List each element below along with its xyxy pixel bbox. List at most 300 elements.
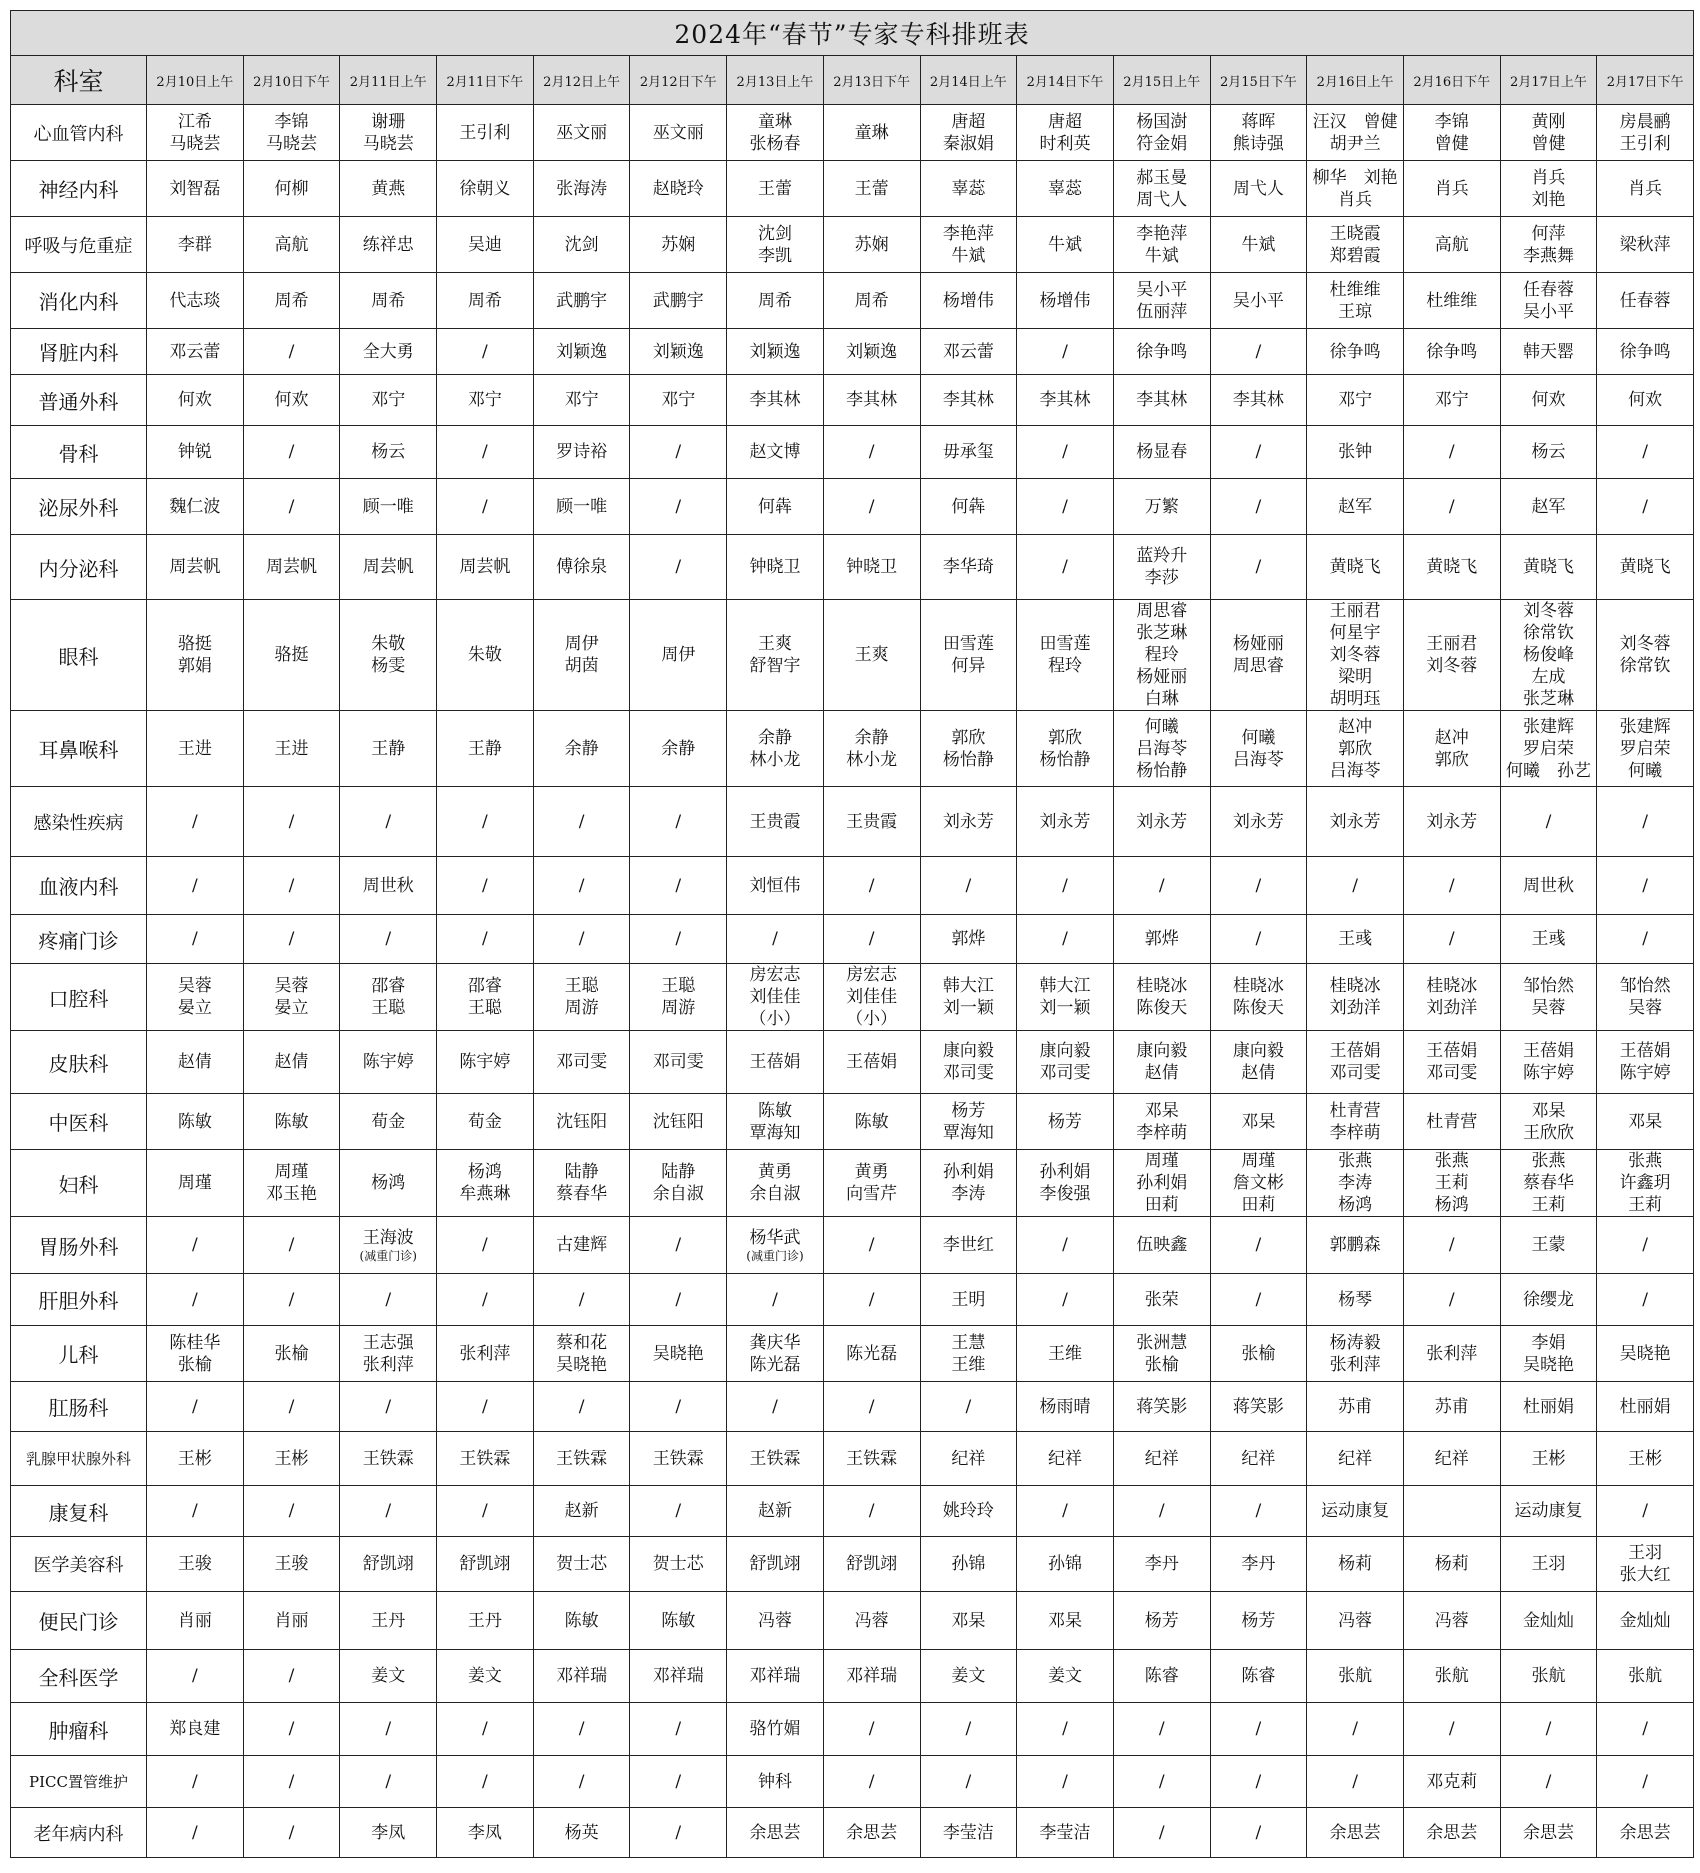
schedule-cell: 古建辉: [533, 1217, 630, 1274]
schedule-cell: 王蓓娟: [823, 1031, 920, 1094]
schedule-cell: 邓宁: [533, 375, 630, 426]
schedule-cell: 王铁霖: [727, 1432, 824, 1486]
schedule-cell: 刘永芳: [1113, 787, 1210, 857]
table-row: [11, 1703, 1694, 1756]
schedule-cell: 纪祥: [920, 1432, 1017, 1486]
schedule-cell: 刘永芳: [1210, 787, 1307, 857]
schedule-cell: 杨云: [340, 426, 437, 479]
column-header: 2月17日下午: [1597, 56, 1694, 105]
schedule-cell: 陆静 蔡春华: [533, 1150, 630, 1217]
schedule-cell: 邓杲: [1017, 1592, 1114, 1650]
schedule-cell: 王海波 (减重门诊): [340, 1217, 437, 1274]
schedule-cell: 骆挺: [243, 600, 340, 711]
schedule-cell: 王静: [340, 711, 437, 787]
table-row: [11, 915, 1694, 964]
schedule-cell: 余思芸: [1403, 1808, 1500, 1858]
schedule-cell: 杨莉: [1403, 1537, 1500, 1592]
schedule-cell: /: [437, 1756, 534, 1808]
schedule-cell: /: [1597, 857, 1694, 915]
schedule-cell: 杨芳: [1017, 1094, 1114, 1150]
schedule-cell: /: [1017, 1703, 1114, 1756]
schedule-cell: 李其林: [1017, 375, 1114, 426]
schedule-cell: 纪祥: [1210, 1432, 1307, 1486]
schedule-cell: /: [1017, 915, 1114, 964]
department-name: 胃肠外科: [11, 1217, 147, 1274]
schedule-cell: 徐朝义: [437, 161, 534, 217]
department-name: 医学美容科: [11, 1537, 147, 1592]
schedule-cell: 巫文丽: [630, 105, 727, 161]
schedule-cell: 杨增伟: [920, 273, 1017, 329]
schedule-cell: /: [533, 1382, 630, 1432]
department-name: 儿科: [11, 1326, 147, 1382]
schedule-cell: /: [1210, 1217, 1307, 1274]
schedule-cell: 骆挺 郭娟: [147, 600, 244, 711]
schedule-cell: 周希: [823, 273, 920, 329]
schedule-cell: 蒋晖 熊诗强: [1210, 105, 1307, 161]
schedule-cell: /: [437, 479, 534, 535]
schedule-cell: 邓克莉: [1403, 1756, 1500, 1808]
schedule-cell: 王彬: [1597, 1432, 1694, 1486]
schedule-cell: 徐缨龙: [1500, 1274, 1597, 1326]
schedule-cell: 王丽君 刘冬蓉: [1403, 600, 1500, 711]
schedule-cell: /: [630, 1274, 727, 1326]
schedule-cell: 冯蓉: [823, 1592, 920, 1650]
schedule-cell: /: [533, 1756, 630, 1808]
schedule-cell: 邹怡然 吴蓉: [1500, 964, 1597, 1031]
schedule-cell: /: [243, 787, 340, 857]
schedule-cell: 何欢: [1597, 375, 1694, 426]
table-row: [11, 1031, 1694, 1094]
schedule-cell: 陈光磊: [823, 1326, 920, 1382]
schedule-cell: 王彬: [147, 1432, 244, 1486]
column-header: 2月11日上午: [340, 56, 437, 105]
schedule-cell: /: [1017, 1274, 1114, 1326]
schedule-cell: 杨芳: [1210, 1592, 1307, 1650]
department-name: 肝胆外科: [11, 1274, 147, 1326]
schedule-cell: 钟锐: [147, 426, 244, 479]
schedule-cell: 杜丽娟: [1597, 1382, 1694, 1432]
schedule-cell: /: [1307, 1756, 1404, 1808]
schedule-cell: /: [1017, 479, 1114, 535]
schedule-cell: 肖丽: [243, 1592, 340, 1650]
schedule-cell: 邹怡然 吴蓉: [1597, 964, 1694, 1031]
schedule-cell: 王引利: [437, 105, 534, 161]
schedule-cell: 刘永芳: [1307, 787, 1404, 857]
schedule-cell: 巫文丽: [533, 105, 630, 161]
schedule-cell: 冯蓉: [1307, 1592, 1404, 1650]
schedule-cell: /: [1210, 1486, 1307, 1537]
schedule-cell: 周瑾: [147, 1150, 244, 1217]
schedule-cell: 邓杲: [1210, 1094, 1307, 1150]
schedule-cell: 冯蓉: [1403, 1592, 1500, 1650]
schedule-cell: /: [1500, 1703, 1597, 1756]
schedule-cell: /: [437, 426, 534, 479]
schedule-cell: 吴蓉 晏立: [243, 964, 340, 1031]
schedule-cell: 王骏: [243, 1537, 340, 1592]
schedule-cell: 刘永芳: [1403, 787, 1500, 857]
schedule-cell: 钟晓卫: [727, 535, 824, 600]
schedule-cell: 康向毅 邓司雯: [920, 1031, 1017, 1094]
schedule-cell: /: [533, 915, 630, 964]
schedule-cell: 王铁霖: [823, 1432, 920, 1486]
schedule-cell: 罗诗裕: [533, 426, 630, 479]
schedule-cell: 邓祥瑞: [823, 1650, 920, 1703]
schedule-cell: 郭欣 杨怡静: [920, 711, 1017, 787]
department-name: 感染性疾病: [11, 787, 147, 857]
table-row: [11, 105, 1694, 161]
schedule-cell: 康向毅 邓司雯: [1017, 1031, 1114, 1094]
schedule-cell: 田雪莲 何异: [920, 600, 1017, 711]
schedule-cell: 杨华武 (减重门诊): [727, 1217, 824, 1274]
schedule-cell: 蓝羚升 李莎: [1113, 535, 1210, 600]
schedule-cell: 江希 马晓芸: [147, 105, 244, 161]
schedule-cell: 张榆: [243, 1326, 340, 1382]
department-name: 心血管内科: [11, 105, 147, 161]
schedule-cell: /: [1210, 535, 1307, 600]
schedule-cell: 王彬: [243, 1432, 340, 1486]
schedule-cell: /: [243, 1756, 340, 1808]
schedule-cell: 桂晓冰 刘劲洋: [1403, 964, 1500, 1031]
schedule-cell: /: [437, 857, 534, 915]
schedule-cell: 郭烨: [1113, 915, 1210, 964]
schedule-cell: 苏甫: [1403, 1382, 1500, 1432]
schedule-cell: 张航: [1307, 1650, 1404, 1703]
schedule-cell: 周瑾 詹文彬 田莉: [1210, 1150, 1307, 1217]
schedule-cell: 张利萍: [1403, 1326, 1500, 1382]
schedule-cell: /: [437, 1274, 534, 1326]
table-title: 2024年“春节”专家专科排班表: [11, 11, 1694, 56]
schedule-cell: 赵文博: [727, 426, 824, 479]
schedule-cell: /: [533, 857, 630, 915]
schedule-cell: 邓云蕾: [920, 329, 1017, 375]
schedule-cell: 朱敬 杨雯: [340, 600, 437, 711]
schedule-cell: 余静: [533, 711, 630, 787]
schedule-cell: /: [727, 915, 824, 964]
schedule-cell: /: [437, 915, 534, 964]
schedule-cell: 蒋笑影: [1113, 1382, 1210, 1432]
schedule-cell: 陈桂华 张榆: [147, 1326, 244, 1382]
schedule-cell: 黄燕: [340, 161, 437, 217]
table-row: [11, 1150, 1694, 1217]
schedule-cell: 王蒙: [1500, 1217, 1597, 1274]
schedule-cell: /: [1403, 426, 1500, 479]
schedule-cell: 何柳: [243, 161, 340, 217]
schedule-cell: /: [920, 1382, 1017, 1432]
schedule-cell: 陈敏 覃海知: [727, 1094, 824, 1150]
schedule-cell: 任春蓉: [1597, 273, 1694, 329]
schedule-cell: 田雪莲 程玲: [1017, 600, 1114, 711]
schedule-cell: 李艳萍 牛斌: [1113, 217, 1210, 273]
table-row: [11, 857, 1694, 915]
schedule-cell: 黄晓飞: [1307, 535, 1404, 600]
schedule-cell: 张航: [1500, 1650, 1597, 1703]
schedule-cell: 孙锦: [1017, 1537, 1114, 1592]
title-row: [11, 11, 1694, 56]
schedule-cell: /: [243, 1703, 340, 1756]
schedule-cell: 王晓霞 郑碧霞: [1307, 217, 1404, 273]
schedule-cell: 杨增伟: [1017, 273, 1114, 329]
schedule-cell: 陈敏: [533, 1592, 630, 1650]
schedule-cell: 武鹏宇: [630, 273, 727, 329]
department-name: 便民门诊: [11, 1592, 147, 1650]
schedule-cell: /: [630, 787, 727, 857]
schedule-cell: /: [823, 915, 920, 964]
schedule-cell: 刘恒伟: [727, 857, 824, 915]
department-name: 血液内科: [11, 857, 147, 915]
table-row: [11, 1217, 1694, 1274]
column-header: 2月13日上午: [727, 56, 824, 105]
schedule-cell: 赵军: [1307, 479, 1404, 535]
schedule-cell: 邓司雯: [630, 1031, 727, 1094]
schedule-cell: 唐超 秦淑娟: [920, 105, 1017, 161]
schedule-cell: 陆静 余自淑: [630, 1150, 727, 1217]
schedule-cell: 张洲慧 张榆: [1113, 1326, 1210, 1382]
schedule-cell: 陈敏: [630, 1592, 727, 1650]
schedule-cell: 余静 林小龙: [823, 711, 920, 787]
schedule-cell: 辜蕊: [1017, 161, 1114, 217]
department-name: 康复科: [11, 1486, 147, 1537]
schedule-cell: /: [1113, 1703, 1210, 1756]
schedule-cell: 邓云蕾: [147, 329, 244, 375]
column-header: 2月12日下午: [630, 56, 727, 105]
schedule-cell: /: [147, 1486, 244, 1537]
schedule-cell: 杨国澍 符金娟: [1113, 105, 1210, 161]
schedule-cell: 刘颖逸: [727, 329, 824, 375]
schedule-cell: 肖兵 刘艳: [1500, 161, 1597, 217]
department-name: 老年病内科: [11, 1808, 147, 1858]
schedule-cell: 张荣: [1113, 1274, 1210, 1326]
schedule-cell: 姚玲玲: [920, 1486, 1017, 1537]
schedule-cell: 王骏: [147, 1537, 244, 1592]
department-name: 内分泌科: [11, 535, 147, 600]
schedule-cell: 赵新: [533, 1486, 630, 1537]
department-name: 消化内科: [11, 273, 147, 329]
schedule-cell: 何欢: [147, 375, 244, 426]
schedule-cell: /: [1017, 329, 1114, 375]
schedule-cell: /: [1597, 1486, 1694, 1537]
schedule-cell: 张燕 许鑫玥 王莉: [1597, 1150, 1694, 1217]
table-row: [11, 161, 1694, 217]
schedule-cell: 李其林: [1210, 375, 1307, 426]
schedule-cell: /: [1210, 479, 1307, 535]
column-header: 2月15日下午: [1210, 56, 1307, 105]
table-row: [11, 1592, 1694, 1650]
schedule-cell: 李世红: [920, 1217, 1017, 1274]
schedule-cell: /: [630, 426, 727, 479]
schedule-cell: 王聪 周游: [533, 964, 630, 1031]
schedule-cell: 杨鸿: [340, 1150, 437, 1217]
schedule-cell: 柳华 刘艳 肖兵: [1307, 161, 1404, 217]
schedule-cell: 杨英: [533, 1808, 630, 1858]
schedule-cell: 唐超 时利英: [1017, 105, 1114, 161]
schedule-cell: 邓宁: [340, 375, 437, 426]
schedule-cell: 高航: [1403, 217, 1500, 273]
schedule-cell: /: [340, 1703, 437, 1756]
schedule-cell: 王蓓娟 陈宇婷: [1597, 1031, 1694, 1094]
schedule-cell: 王彧: [1500, 915, 1597, 964]
schedule-cell: 童琳 张杨春: [727, 105, 824, 161]
schedule-cell: 李娟 吴晓艳: [1500, 1326, 1597, 1382]
schedule-cell: /: [533, 1703, 630, 1756]
schedule-cell: 王彧: [1307, 915, 1404, 964]
schedule-cell: 钟科: [727, 1756, 824, 1808]
schedule-cell: 王明: [920, 1274, 1017, 1326]
schedule-cell: /: [243, 1486, 340, 1537]
schedule-cell: 张航: [1403, 1650, 1500, 1703]
schedule-cell: 谢珊 马晓芸: [340, 105, 437, 161]
department-name: 妇科: [11, 1150, 147, 1217]
schedule-cell: /: [437, 1382, 534, 1432]
schedule-cell: /: [340, 1382, 437, 1432]
schedule-cell: /: [1017, 857, 1114, 915]
schedule-cell: 邓杲: [920, 1592, 1017, 1650]
schedule-cell: 贺士芯: [533, 1537, 630, 1592]
schedule-cell: /: [1210, 329, 1307, 375]
schedule-cell: 王贵霞: [823, 787, 920, 857]
schedule-cell: /: [243, 915, 340, 964]
department-name: 口腔科: [11, 964, 147, 1031]
schedule-cell: /: [630, 1808, 727, 1858]
schedule-cell: 肖兵: [1403, 161, 1500, 217]
schedule-cell: 高航: [243, 217, 340, 273]
schedule-cell: /: [1403, 857, 1500, 915]
schedule-cell: 张建辉 罗启荣 何曦: [1597, 711, 1694, 787]
schedule-cell: 苏娴: [630, 217, 727, 273]
table-row: [11, 1382, 1694, 1432]
schedule-cell: 吴晓艳: [630, 1326, 727, 1382]
schedule-cell: 韩大江 刘一颖: [920, 964, 1017, 1031]
schedule-cell: 吴晓艳: [1597, 1326, 1694, 1382]
schedule-cell: /: [1597, 426, 1694, 479]
schedule-cell: 赵倩: [147, 1031, 244, 1094]
schedule-cell: /: [1210, 857, 1307, 915]
schedule-cell: 陈睿: [1210, 1650, 1307, 1703]
department-name: 泌尿外科: [11, 479, 147, 535]
schedule-cell: /: [1307, 1703, 1404, 1756]
schedule-cell: 陈宇婷: [340, 1031, 437, 1094]
schedule-cell: 纪祥: [1113, 1432, 1210, 1486]
schedule-cell: 蔡和花 吴晓艳: [533, 1326, 630, 1382]
schedule-cell: 李锦 曾健: [1403, 105, 1500, 161]
schedule-cell: 陈敏: [823, 1094, 920, 1150]
schedule-cell: 邓祥瑞: [533, 1650, 630, 1703]
schedule-cell: 张燕 王莉 杨鸿: [1403, 1150, 1500, 1217]
table-row: [11, 1537, 1694, 1592]
schedule-cell: /: [1403, 1217, 1500, 1274]
schedule-cell: /: [1210, 1703, 1307, 1756]
schedule-cell: 运动康复: [1307, 1486, 1404, 1537]
schedule-cell: 沈剑: [533, 217, 630, 273]
schedule-cell: 王铁霖: [437, 1432, 534, 1486]
schedule-cell: 刘永芳: [1017, 787, 1114, 857]
schedule-cell: 周希: [243, 273, 340, 329]
schedule-cell: 余静: [630, 711, 727, 787]
header-row: [11, 56, 1694, 105]
schedule-cell: 王丽君 何星宇 刘冬蓉 梁明 胡明珏: [1307, 600, 1404, 711]
table-row: [11, 1486, 1694, 1537]
schedule-cell: /: [1403, 1703, 1500, 1756]
schedule-cell: 何萍 李燕舞: [1500, 217, 1597, 273]
schedule-cell: /: [147, 1650, 244, 1703]
schedule-cell: /: [340, 915, 437, 964]
schedule-cell: 张燕 蔡春华 王莉: [1500, 1150, 1597, 1217]
schedule-cell: 余思芸: [823, 1808, 920, 1858]
schedule-cell: 周瑾 孙利娟 田莉: [1113, 1150, 1210, 1217]
schedule-cell: 王进: [243, 711, 340, 787]
schedule-cell: 王进: [147, 711, 244, 787]
department-name: 普通外科: [11, 375, 147, 426]
schedule-cell: 童琳: [823, 105, 920, 161]
schedule-cell: 赵军: [1500, 479, 1597, 535]
schedule-cell: 邓杲 王欣欣: [1500, 1094, 1597, 1150]
schedule-cell: /: [1017, 1486, 1114, 1537]
schedule-cell: /: [147, 1808, 244, 1858]
schedule-cell: 房晨鹂 王引利: [1597, 105, 1694, 161]
schedule-cell: 肖丽: [147, 1592, 244, 1650]
schedule-cell: /: [1403, 915, 1500, 964]
schedule-cell: /: [1017, 426, 1114, 479]
schedule-cell: 刘永芳: [920, 787, 1017, 857]
schedule-cell: 金灿灿: [1500, 1592, 1597, 1650]
department-name: 肿瘤科: [11, 1703, 147, 1756]
schedule-cell: /: [920, 857, 1017, 915]
schedule-cell: 苏甫: [1307, 1382, 1404, 1432]
schedule-cell: 黄晓飞: [1403, 535, 1500, 600]
table-row: [11, 787, 1694, 857]
schedule-cell: /: [340, 1756, 437, 1808]
schedule-cell: 余静 林小龙: [727, 711, 824, 787]
schedule-cell: 郑良建: [147, 1703, 244, 1756]
schedule-cell: 周世秋: [340, 857, 437, 915]
schedule-cell: 张燕 李涛 杨鸿: [1307, 1150, 1404, 1217]
schedule-cell: 黄勇 向雪芹: [823, 1150, 920, 1217]
schedule-cell: 王蕾: [823, 161, 920, 217]
schedule-cell: /: [243, 1274, 340, 1326]
schedule-cell: 周希: [340, 273, 437, 329]
schedule-cell: /: [340, 1486, 437, 1537]
schedule-cell: 周希: [727, 273, 824, 329]
schedule-cell: /: [630, 915, 727, 964]
schedule-cell: /: [1017, 1756, 1114, 1808]
schedule-cell: /: [630, 1703, 727, 1756]
schedule-cell: 李莹洁: [920, 1808, 1017, 1858]
schedule-cell: 吴小平 伍丽萍: [1113, 273, 1210, 329]
schedule-cell: 孙锦: [920, 1537, 1017, 1592]
schedule-cell: /: [920, 1756, 1017, 1808]
schedule-cell: 何曦 吕海苓 杨怡静: [1113, 711, 1210, 787]
schedule-cell: 王羽: [1500, 1537, 1597, 1592]
schedule-cell: 王蓓娟 邓司雯: [1307, 1031, 1404, 1094]
schedule-cell: 牛斌: [1210, 217, 1307, 273]
schedule-sheet: [10, 10, 1693, 1867]
column-header: 2月16日上午: [1307, 56, 1404, 105]
schedule-cell: /: [1113, 1808, 1210, 1858]
schedule-cell: 刘颖逸: [630, 329, 727, 375]
schedule-cell: /: [1210, 1808, 1307, 1858]
schedule-cell: 周伊 胡茵: [533, 600, 630, 711]
schedule-cell: 黄刚 曾健: [1500, 105, 1597, 161]
schedule-cell: 张海涛: [533, 161, 630, 217]
schedule-cell: 何犇: [727, 479, 824, 535]
schedule-cell: 何曦 吕海苓: [1210, 711, 1307, 787]
schedule-cell: 骆竹媚: [727, 1703, 824, 1756]
schedule-cell: 杨琴: [1307, 1274, 1404, 1326]
table-row: [11, 964, 1694, 1031]
column-header: 2月16日下午: [1403, 56, 1500, 105]
schedule-cell: /: [1210, 915, 1307, 964]
schedule-cell: 王羽 张大红: [1597, 1537, 1694, 1592]
schedule-cell: 龚庆华 陈光磊: [727, 1326, 824, 1382]
